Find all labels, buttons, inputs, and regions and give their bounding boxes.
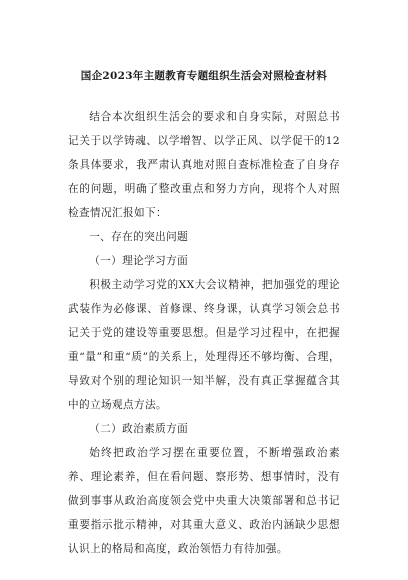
document-title: 国企2023年主题教育专题组织生活会对照检查材料	[80, 70, 328, 82]
section-heading-problems: 一、存在的突出问题	[89, 231, 189, 243]
subsection-heading-political-quality: （二）政治素质方面	[89, 423, 189, 435]
theory-study-paragraph: 积极主动学习党的XX大会议精神，把加强党的理论武装作为必修课、首修课、终身课，认真学习领会总书记关于党的建设等重要思想。但是学习过程中，在把握重“量”和重“质”的关系上，处理得还不够均衡、合理，导致对个别的理论知识一知半解，没有真正掌握蕴含其中的立场观点方法。	[68, 279, 340, 411]
political-quality-paragraph: 始终把政治学习摆在重要位置，不断增强政治素养、理论素养，但在看问题、察形势、想事情时，没有做到事事从政治高度领会党中央重大决策部署和总书记重要指示批示精神，对其重大意义、政治内涵缺少思想认识上的格局和高度，政治领悟力有待加强。	[68, 447, 340, 555]
intro-paragraph: 结合本次组织生活会的要求和自身实际，对照总书记关于以学铸魂、以学增智、以学正风、以学促干的12条具体要求，我严肃认真地对照自查标准检查了自身存在的问题，明确了整改重点和努力方向，现将个人对照检查情况汇报如下：	[68, 111, 340, 219]
subsection-heading-theory-study: （一）理论学习方面	[89, 255, 189, 267]
